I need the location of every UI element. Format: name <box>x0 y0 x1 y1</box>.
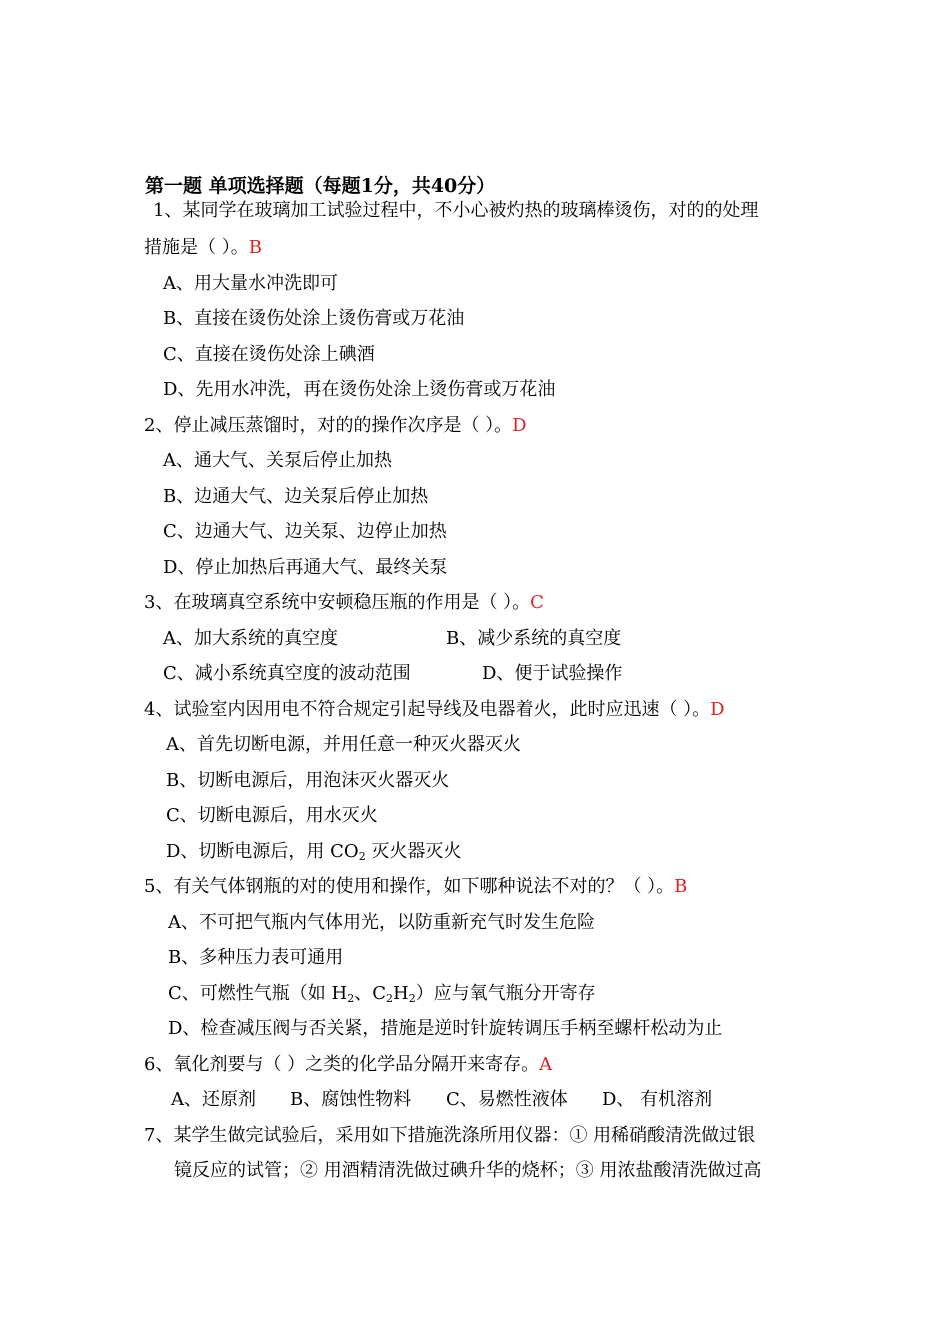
question-3-answer: C <box>530 592 544 613</box>
question-1-answer: B <box>248 237 262 258</box>
question-7-stem-line1: 7、某学生做完试验后，采用如下措施洗涤所用仪器：① 用稀硝酸清洗做过银 <box>144 1125 756 1146</box>
question-4-option-a: A、首先切断电源，并用任意一种灭火器灭火 <box>166 734 521 755</box>
question-5-answer: B <box>674 876 688 897</box>
question-4-option-c: C、切断电源后，用水灭火 <box>166 805 378 826</box>
question-1-option-b: B、直接在烫伤处涂上烫伤膏或万花油 <box>163 308 465 329</box>
question-6-option-a: A、还原剂 <box>171 1089 256 1110</box>
question-4-stem: 4、试验室内因用电不符合规定引起导线及电器着火，此时应迅速（ ）。D <box>144 699 725 720</box>
question-1-option-d: D、先用水冲洗，再在烫伤处涂上烫伤膏或万花油 <box>163 379 556 400</box>
question-2-option-b: B、边通大气、边关泵后停止加热 <box>163 486 429 507</box>
question-5-option-c: C、可燃性气瓶（如 $H_2$、$C_2H_2$）应与氧气瓶分开寄存 <box>168 983 596 1005</box>
question-2-option-a: A、通大气、关泵后停止加热 <box>163 450 392 471</box>
question-1-stem-line1: 1、某同学在玻璃加工试验过程中，不小心被灼热的玻璃棒烫伤，对的的处理 <box>153 200 759 221</box>
question-6-option-d: D、 有机溶剂 <box>602 1089 713 1110</box>
question-4-option-b: B、切断电源后，用泡沫灭火器灭火 <box>166 770 450 791</box>
question-3-option-c: C、减小系统真空度的波动范围 <box>163 663 411 684</box>
question-3-option-b: B、减少系统的真空度 <box>446 628 622 649</box>
question-4-answer: D <box>710 699 725 720</box>
question-6-option-b: B、腐蚀性物料 <box>290 1089 412 1110</box>
question-5-option-a: A、不可把气瓶内气体用光，以防重新充气时发生危险 <box>168 912 595 933</box>
question-6-answer: A <box>539 1054 553 1075</box>
question-5-option-d: D、检查减压阀与否关紧，措施是逆时针旋转调压手柄至螺杆松动为止 <box>168 1018 723 1039</box>
question-3-stem: 3、在玻璃真空系统中安顿稳压瓶的作用是（ ）。C <box>144 592 544 613</box>
question-1-option-a: A、用大量水冲洗即可 <box>163 273 338 294</box>
question-5-option-b: B、多种压力表可通用 <box>168 947 344 968</box>
question-6-option-c: C、易燃性液体 <box>446 1089 568 1110</box>
question-6-stem: 6、氧化剂要与（ ）之类的化学品分隔开来寄存。A <box>144 1054 553 1075</box>
question-1-option-c: C、直接在烫伤处涂上碘酒 <box>163 344 375 365</box>
question-2-answer: D <box>512 415 527 436</box>
question-4-option-d: D、切断电源后，用 $CO_2$ 灭火器灭火 <box>166 841 462 863</box>
question-7-stem-line2: 镜反应的试管；② 用酒精清洗做过碘升华的烧杯；③ 用浓盐酸清洗做过高 <box>174 1160 762 1181</box>
question-1-stem-line2: 措施是（ ）。B <box>144 237 262 258</box>
question-2-option-c: C、边通大气、边关泵、边停止加热 <box>163 521 447 542</box>
question-5-stem: 5、有关气体钢瓶的对的使用和操作，如下哪种说法不对的？（ ）。B <box>144 876 688 897</box>
question-3-option-a: A、加大系统的真空度 <box>163 628 338 649</box>
question-2-stem: 2、停止减压蒸馏时，对的的操作次序是（ ）。D <box>144 415 527 436</box>
question-2-option-d: D、停止加热后再通大气、最终关泵 <box>163 557 448 578</box>
section-title: 第一题 单项选择题（每题1分，共40分） <box>145 175 496 197</box>
question-3-option-d: D、便于试验操作 <box>482 663 623 684</box>
